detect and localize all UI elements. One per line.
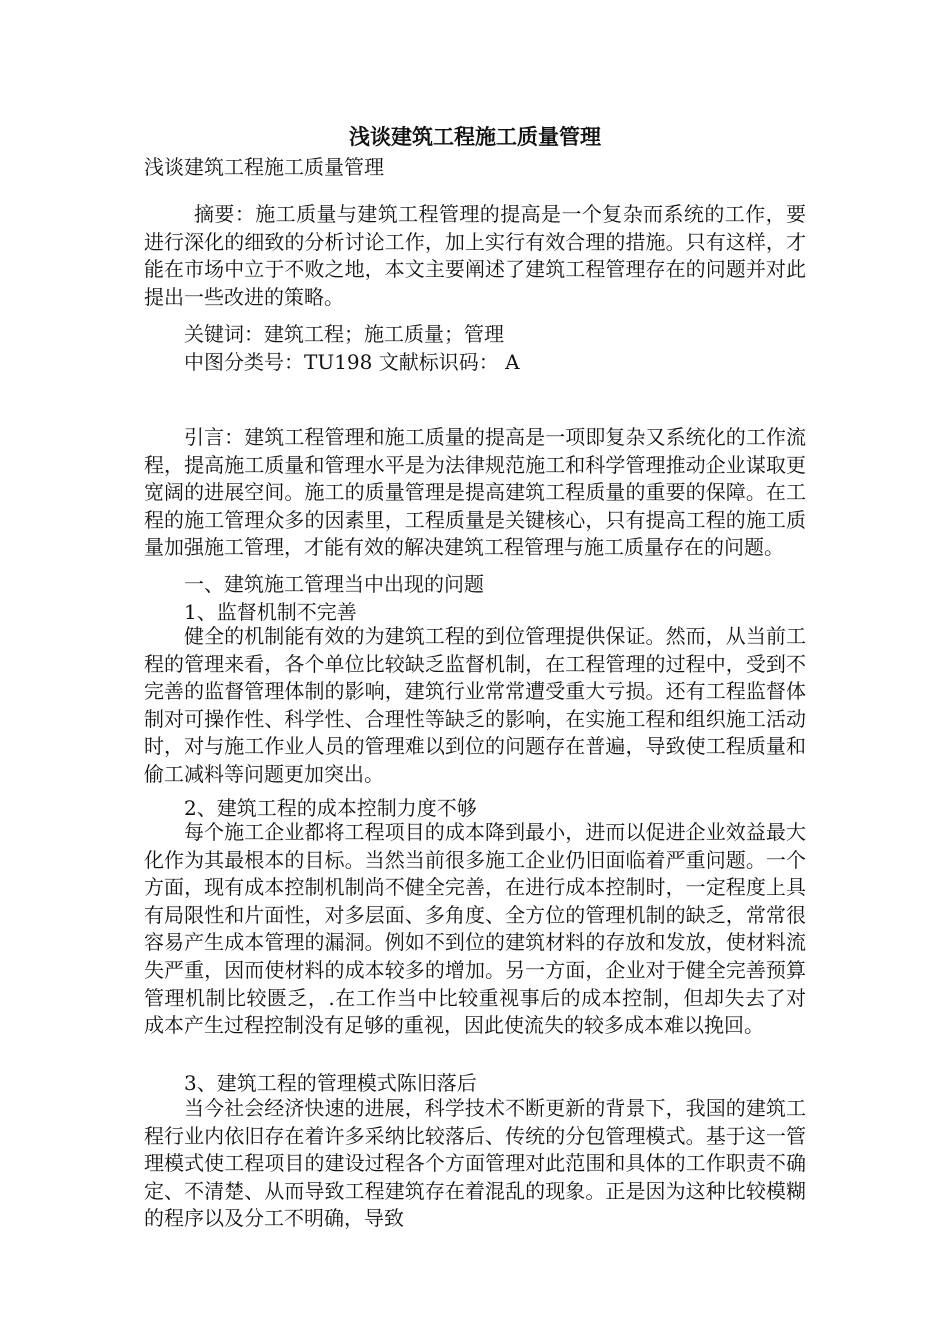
document-title: 浅谈建筑工程施工质量管理 (349, 124, 601, 149)
paragraph-1: 健全的机制能有效的为建筑工程的到位管理提供保证。然而，从当前工程的管理来看，各个单位比较缺乏监督机制，在工程管理的过程中，受到不完善的监督管理体制的影响，建筑行业常常遭受重大亏损。还有工程监督体制对可操作性、科学性、合理性等缺乏的影响，在实施工程和组织施工活动时，对与施工作业人员的管理难以到位的问题存在普遍，导致使工程质量和偷工减料等问题更加突出。 (144, 624, 806, 786)
subheading-2: 2、建筑工程的成本控制力度不够 (184, 796, 477, 820)
section-heading: 一、建筑施工管理当中出现的问题 (184, 572, 484, 596)
subheading-1: 1、监督机制不完善 (184, 600, 357, 624)
paragraph-2: 每个施工企业都将工程项目的成本降到最小，进而以促进企业效益最大化作为其最根本的目标。当然当前很多施工企业仍旧面临着严重问题。一个方面，现有成本控制机制尚不健全完善，在进行成本控制时，一定程度上具有局限性和片面性，对多层面、多角度、全方位的管理机制的缺乏，常常很容易产生成本管理的漏洞。例如不到位的建筑材料的存放和发放，使材料流失严重，因而使材料的成本较多的增加。另一方面，企业对于健全完善预算管理机制比较匮乏，.在工作当中比较重视事后的成本控制，但却失去了对成本产生过程控制没有足够的重视，因此使流失的较多成本难以挽回。 (144, 820, 806, 1038)
abstract-paragraph: 摘要：施工质量与建筑工程管理的提高是一个复杂而系统的工作，要进行深化的细致的分析讨论工作，加上实行有效合理的措施。只有这样，才能在市场中立于不败之地，本文主要阐述了建筑工程管理存在的问题并对此提出一些改进的策略。 (144, 202, 806, 309)
intro-paragraph: 引言：建筑工程管理和施工质量的提高是一项即复杂又系统化的工作流程，提高施工质量和管理水平是为法律规范施工和科学管理推动企业谋取更宽阔的进展空间。施工的质量管理是提高建筑工程质量的重要的保障。在工程的施工管理众多的因素里，工程质量是关键核心，只有提高工程的施工质量加强施工管理，才能有效的解决建筑工程管理与施工质量存在的问题。 (144, 425, 806, 560)
classification-line: 中图分类号：TU198 文献标识码： A (184, 350, 520, 374)
paragraph-3: 当今社会经济快速的进展，科学技术不断更新的背景下，我国的建筑工程行业内依旧存在着许多采纳比较落后、传统的分包管理模式。基于这一管理模式使工程项目的建设过程各个方面管理对此范围和具体的工作职责不确定、不清楚、从而导致工程建筑存在着混乱的现象。正是因为这种比较模糊的程序以及分工不明确，导致 (144, 1096, 806, 1231)
document-subtitle: 浅谈建筑工程施工质量管理 (144, 155, 384, 179)
keywords-line: 关键词：建筑工程；施工质量；管理 (184, 322, 504, 346)
subheading-3: 3、建筑工程的管理模式陈旧落后 (184, 1071, 477, 1095)
